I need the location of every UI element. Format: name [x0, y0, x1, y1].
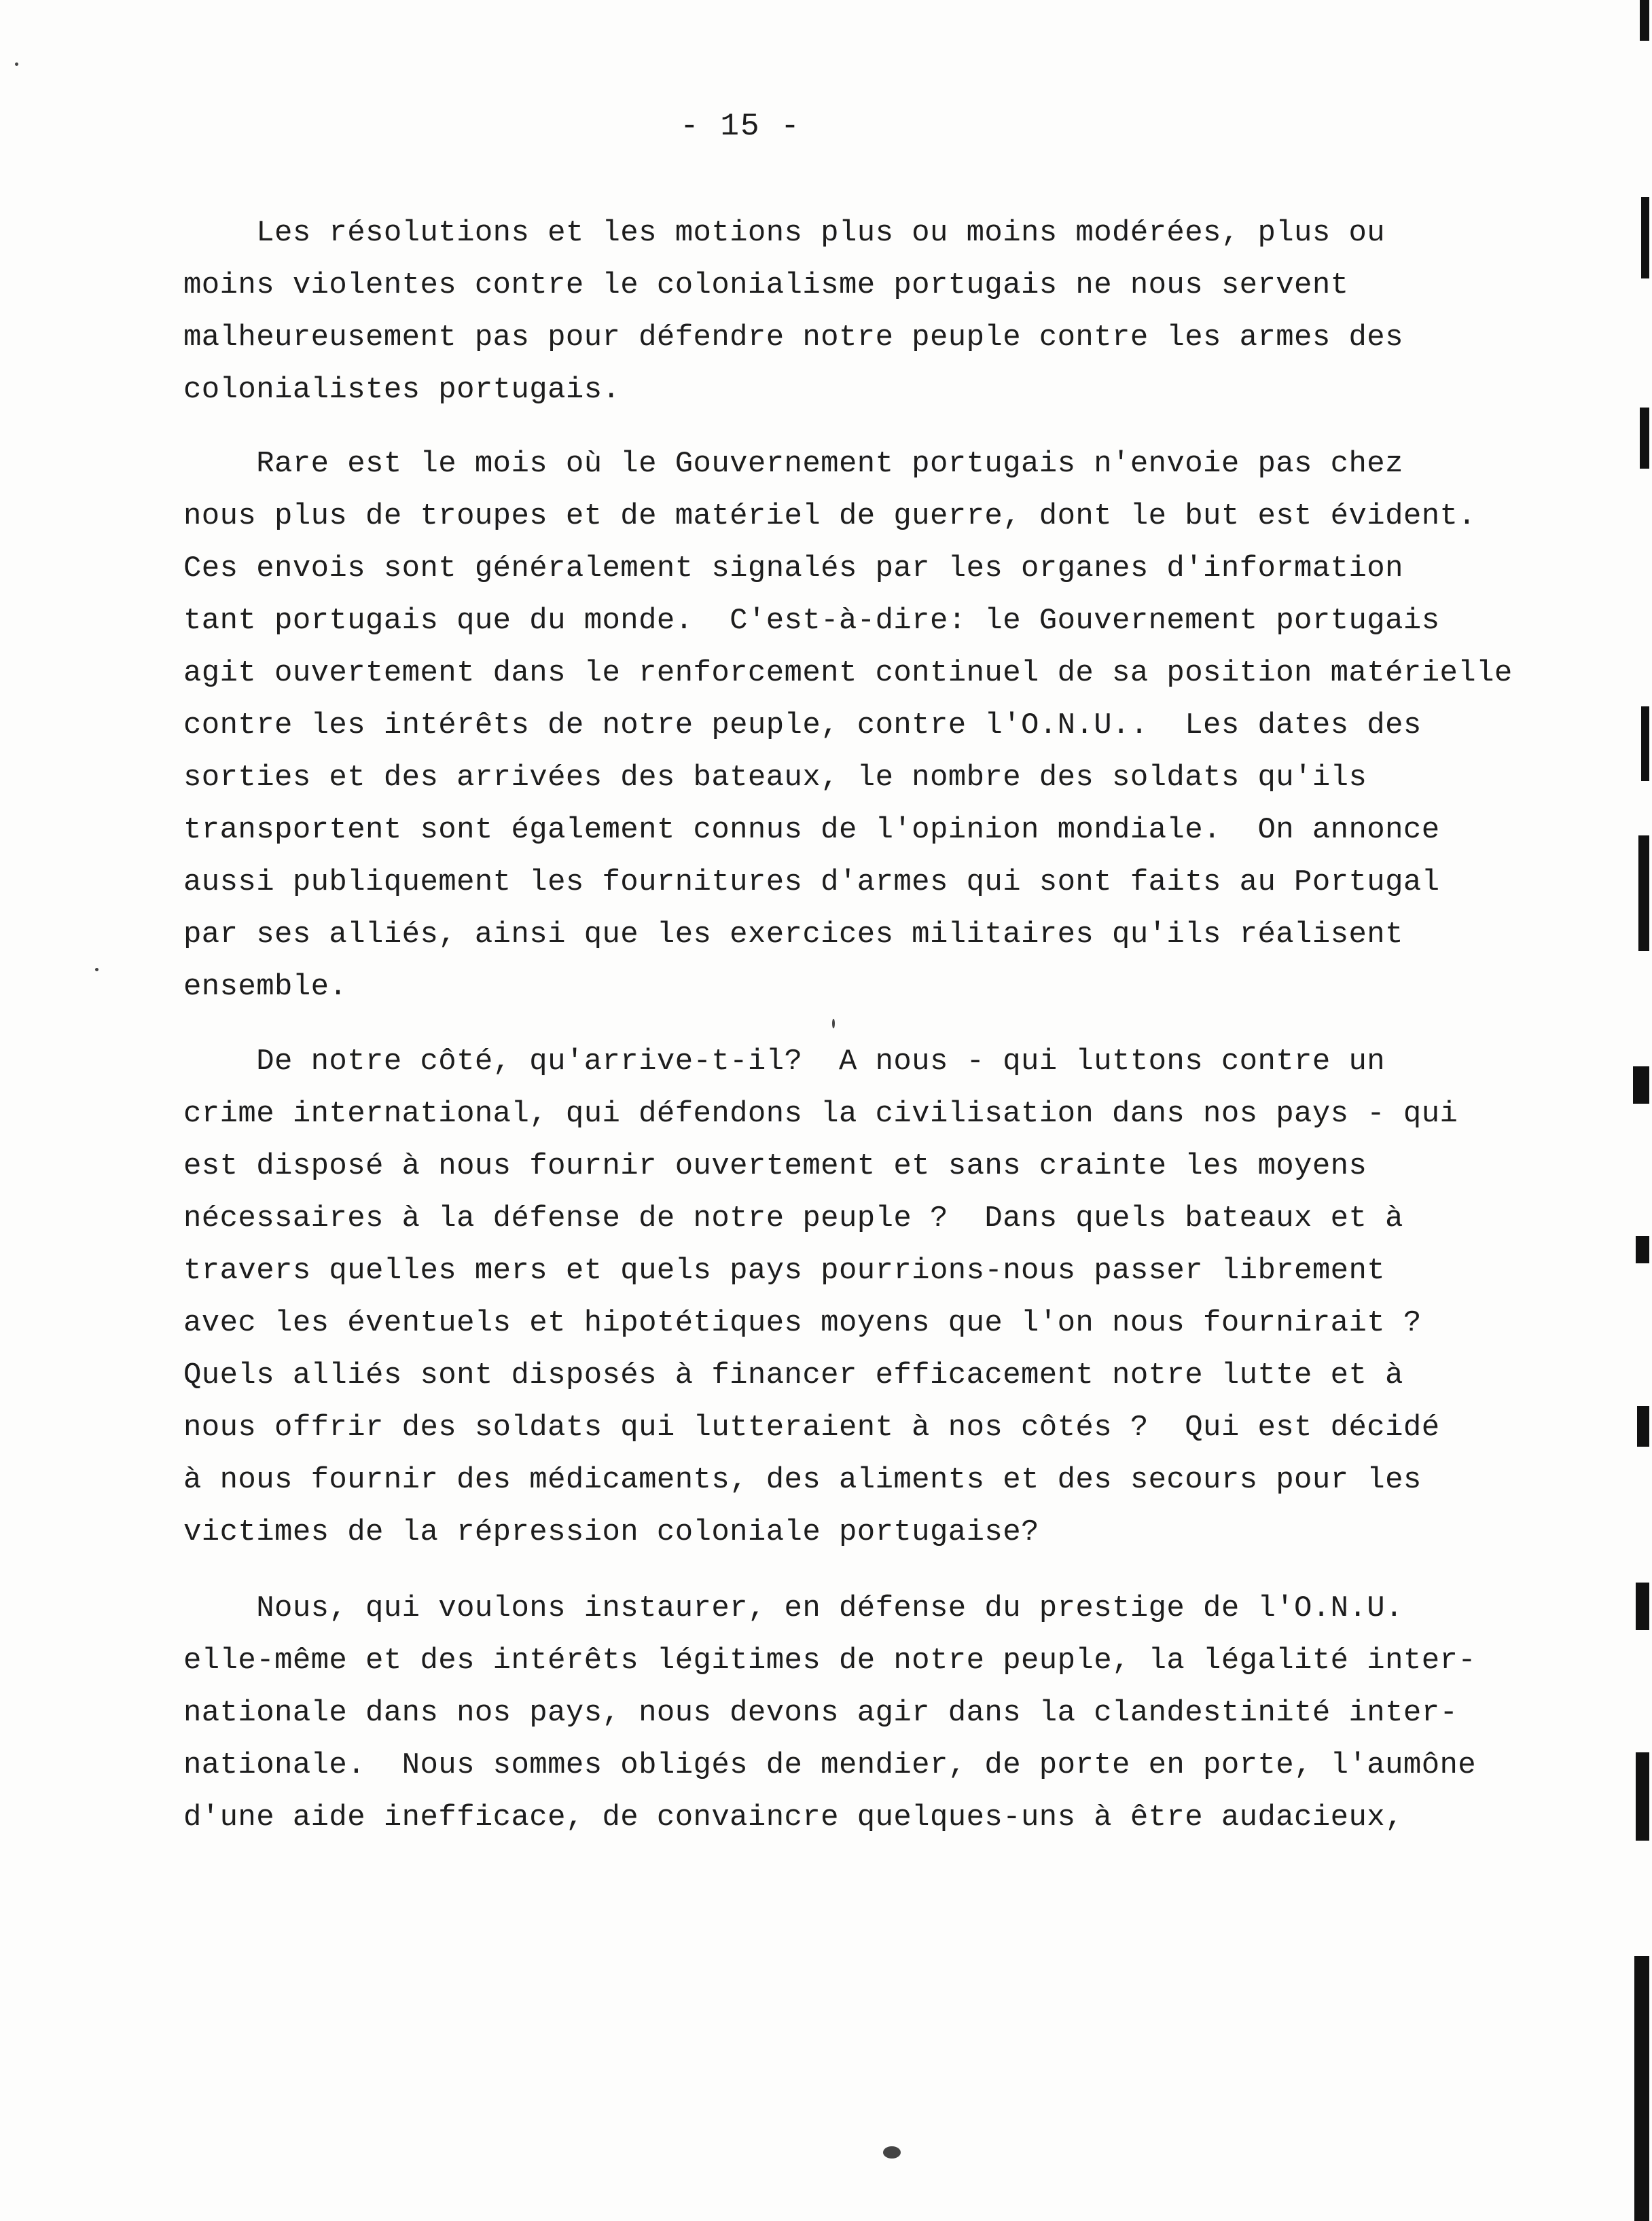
text-line: nous plus de troupes et de matériel de guerre, dont le but est évident.: [183, 499, 1477, 533]
text-line: nécessaires à la défense de notre peuple ? Dans quels bateaux et à: [183, 1202, 1403, 1235]
text-line: crime international, qui défendons la civilisation dans nos pays - qui: [183, 1097, 1458, 1131]
text-line: travers quelles mers et quels pays pourrions-nous passer librement: [183, 1254, 1386, 1288]
scan-speck: [15, 62, 18, 66]
text-line: agit ouvertement dans le renforcement continuel de sa position matérielle: [183, 656, 1513, 690]
paragraph-4: [183, 1583, 1477, 1844]
text-line: Ces envois sont généralement signalés par les organes d'information: [183, 552, 1403, 585]
text-line: contre les intérêts de notre peuple, contre l'O.N.U.. Les dates des: [183, 708, 1422, 742]
page-number: - 15 -: [680, 109, 801, 144]
scan-mark: [1641, 197, 1649, 278]
scan-mark: [1636, 1236, 1649, 1263]
text-line: transportent sont également connus de l'opinion mondiale. On annonce: [183, 813, 1440, 847]
text-line: moins violentes contre le colonialisme portugais ne nous servent: [183, 268, 1349, 302]
scan-mark: [1641, 706, 1649, 781]
text-line: ensemble.: [183, 970, 348, 1004]
scan-mark: [1640, 408, 1649, 469]
text-line: d'une aide inefficace, de convaincre quelques-uns à être audacieux,: [183, 1801, 1403, 1835]
scan-mark: [1637, 1406, 1649, 1447]
text-line: sorties et des arrivées des bateaux, le nombre des soldats qu'ils: [183, 761, 1367, 795]
scan-mark: [1636, 1752, 1649, 1841]
text-line: est disposé à nous fournir ouvertement et sans crainte les moyens: [183, 1149, 1367, 1183]
scan-edge-marks: [1625, 0, 1652, 2221]
text-line: par ses alliés, ainsi que les exercices militaires qu'ils réalisent: [183, 918, 1403, 952]
scan-speck: [883, 2146, 901, 2159]
scan-mark: [1640, 0, 1649, 41]
text-line: avec les éventuels et hipotétiques moyens que l'on nous fournirait ?: [183, 1306, 1422, 1340]
text-line: De notre côté, qu'arrive-t-il? A nous - qui luttons contre un: [183, 1045, 1386, 1079]
text-line: Les résolutions et les motions plus ou moins modérées, plus ou: [183, 216, 1386, 250]
text-line: nationale dans nos pays, nous devons agir dans la clandestinité inter-: [183, 1696, 1458, 1730]
text-line: malheureusement pas pour défendre notre peuple contre les armes des: [183, 321, 1403, 355]
text-line: elle-même et des intérêts légitimes de notre peuple, la légalité inter-: [183, 1644, 1477, 1678]
scan-mark: [1636, 1583, 1649, 1630]
paragraph-3: [183, 1036, 1474, 1559]
scan-mark: [1633, 1066, 1649, 1104]
paragraph-2: [183, 438, 1513, 1013]
text-line: nous offrir des soldats qui lutteraient à nos côtés ? Qui est décidé: [183, 1411, 1440, 1445]
text-line: nationale. Nous sommes obligés de mendier, de porte en porte, l'aumône: [183, 1748, 1477, 1782]
scan-mark: [1634, 1956, 1649, 2221]
scan-speck: [832, 1019, 835, 1028]
text-line: tant portugais que du monde. C'est-à-dire: le Gouvernement portugais: [183, 604, 1440, 638]
text-line: victimes de la répression coloniale portugaise?: [183, 1515, 1039, 1549]
text-line: colonialistes portugais.: [183, 373, 621, 407]
text-line: à nous fournir des médicaments, des aliments et des secours pour les: [183, 1463, 1422, 1497]
text-line: Rare est le mois où le Gouvernement portugais n'envoie pas chez: [183, 447, 1403, 481]
scan-mark: [1638, 835, 1649, 951]
text-line: aussi publiquement les fournitures d'armes qui sont faits au Portugal: [183, 865, 1440, 899]
paragraph-1: [183, 207, 1474, 416]
text-line: Nous, qui voulons instaurer, en défense du prestige de l'O.N.U.: [183, 1591, 1403, 1625]
scan-speck: [95, 968, 98, 971]
text-line: Quels alliés sont disposés à financer efficacement notre lutte et à: [183, 1358, 1403, 1392]
